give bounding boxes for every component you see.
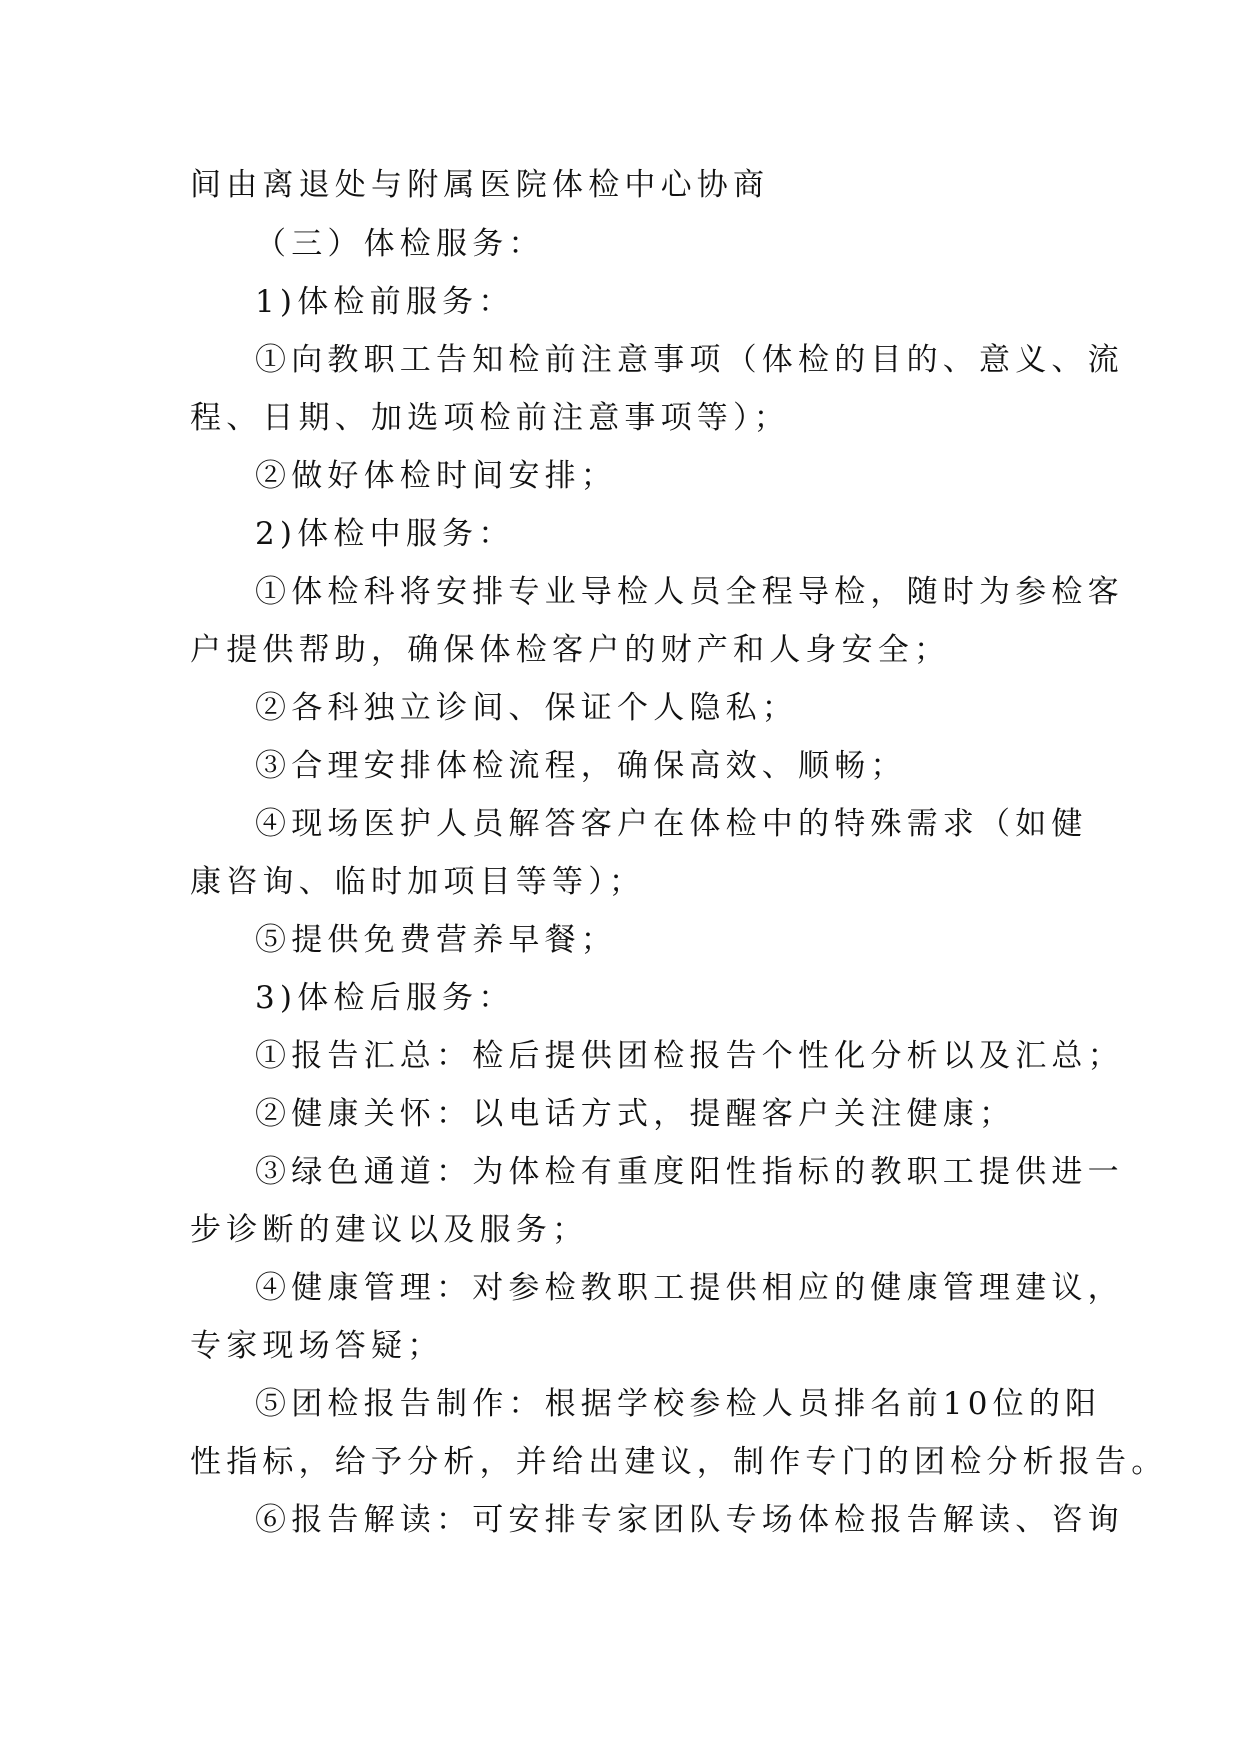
text-line: ⑤团检报告制作：根据学校参检人员排名前10位的阳	[255, 1386, 1102, 1422]
text-line: ②做好体检时间安排；	[255, 458, 617, 494]
text-line: 步诊断的建议以及服务；	[190, 1212, 589, 1248]
text-line: 程、日期、加选项检前注意事项等）；	[190, 400, 790, 436]
text-line: ④健康管理：对参检教职工提供相应的健康管理建议，	[255, 1270, 1124, 1306]
text-line: ①报告汇总：检后提供团检报告个性化分析以及汇总；	[255, 1038, 1124, 1074]
text-line: ⑥报告解读：可安排专家团队专场体检报告解读、咨询	[255, 1502, 1124, 1538]
text-line: ②健康关怀：以电话方式，提醒客户关注健康；	[255, 1096, 1016, 1132]
section-heading: （三）体检服务：	[255, 226, 545, 262]
text-line: ⑤提供免费营养早餐；	[255, 922, 617, 958]
text-line: ①向教职工告知检前注意事项（体检的目的、意义、流	[255, 342, 1124, 378]
text-line: ③合理安排体检流程，确保高效、顺畅；	[255, 748, 907, 784]
text-line: ④现场医护人员解答客户在体检中的特殊需求（如健	[255, 806, 1088, 842]
text-line: 康咨询、临时加项目等等）；	[190, 864, 646, 900]
text-line: ①体检科将安排专业导检人员全程导检，随时为参检客	[255, 574, 1124, 610]
text-line: 户提供帮助，确保体检客户的财产和人身安全；	[190, 632, 951, 668]
text-line: ②各科独立诊间、保证个人隐私；	[255, 690, 798, 726]
text-line: 间由离退处与附属医院体检中心协商	[190, 167, 770, 203]
subsection-heading: 1)体检前服务：	[255, 284, 515, 320]
text-line: 专家现场答疑；	[190, 1328, 444, 1364]
text-line: 性指标，给予分析，并给出建议，制作专门的团检分析报告。	[190, 1444, 1168, 1480]
subsection-heading: 2)体检中服务：	[255, 516, 515, 552]
subsection-heading: 3)体检后服务：	[255, 980, 515, 1016]
text-line: ③绿色通道：为体检有重度阳性指标的教职工提供进一	[255, 1154, 1124, 1190]
